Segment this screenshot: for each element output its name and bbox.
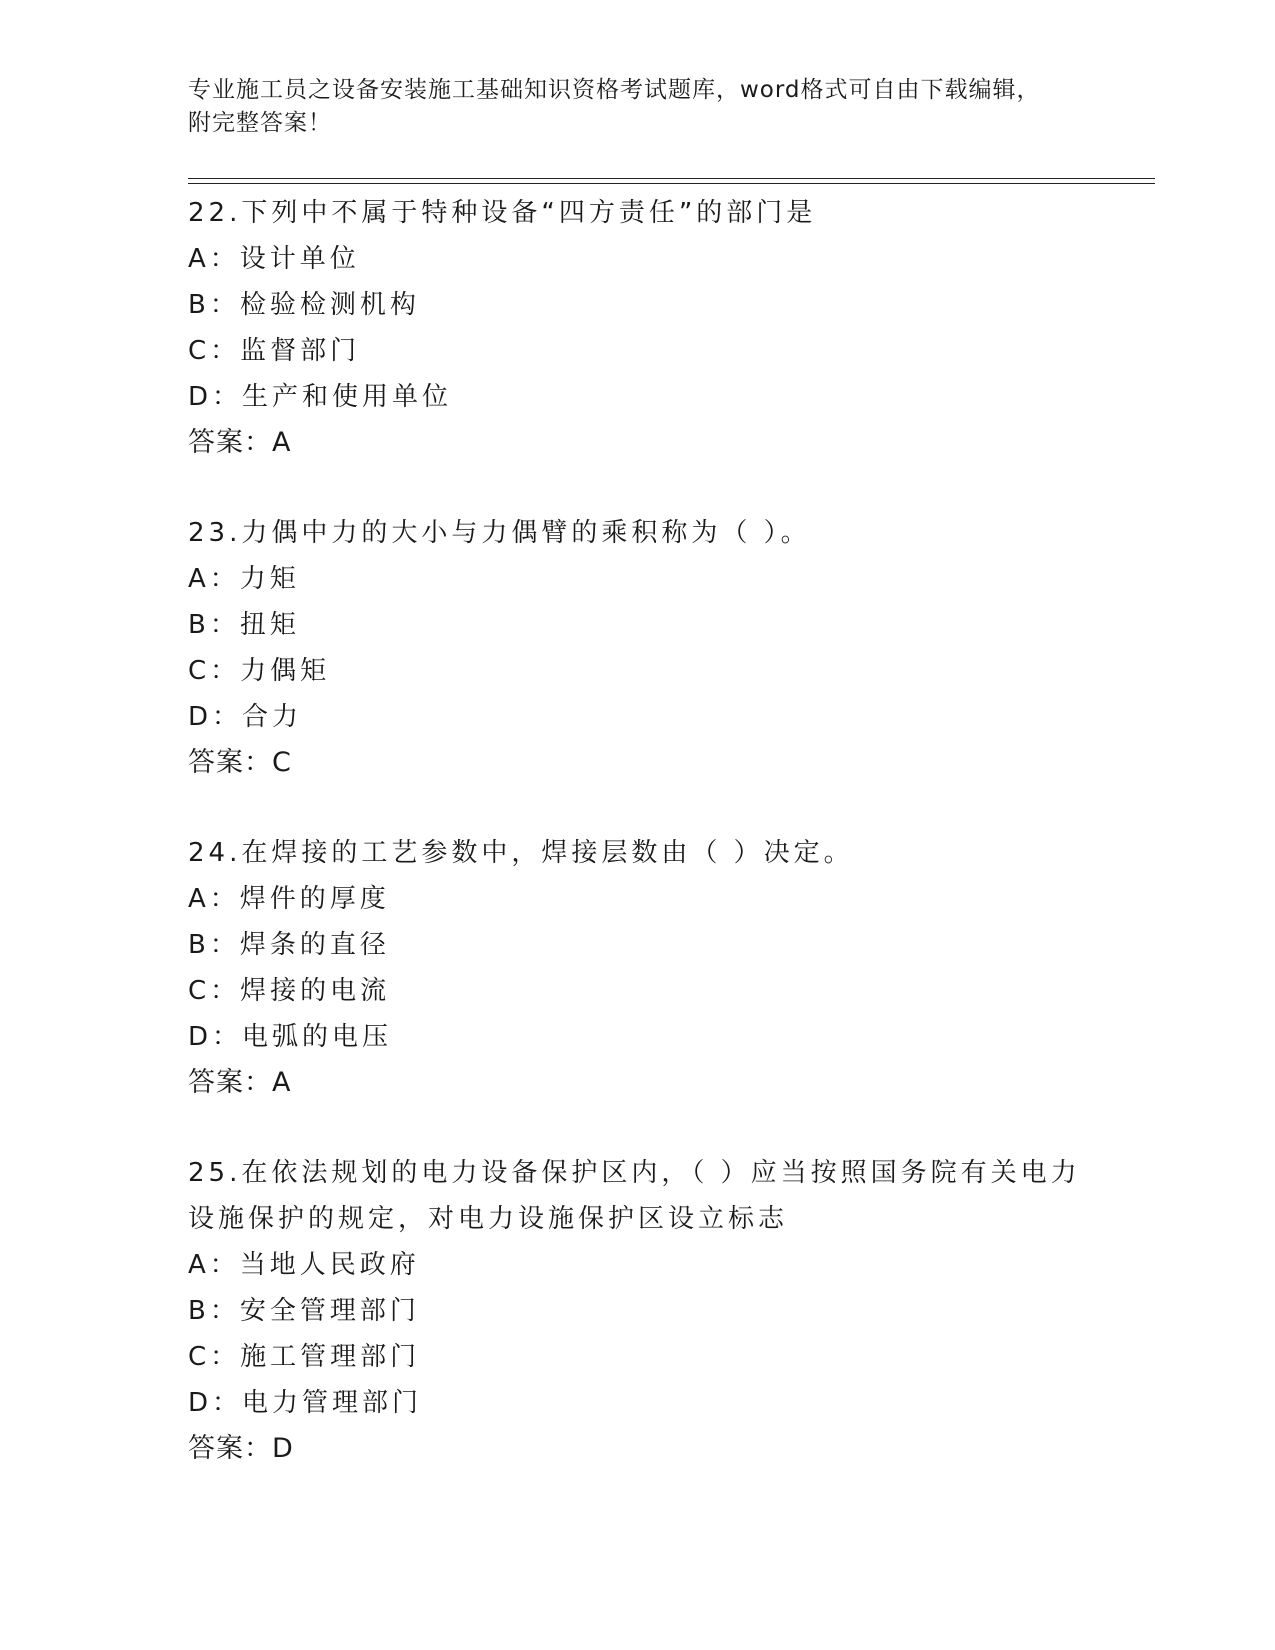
answer-line: 答案：D [188,1433,294,1464]
option-a: A：焊件的厚度 [188,884,390,914]
question-23 [188,510,1088,786]
option-c: C：施工管理部门 [188,1342,421,1372]
answer-line: 答案：A [188,1067,292,1098]
answer-line: 答案：A [188,427,292,458]
question-stem: 24.在焊接的工艺参数中，焊接层数由（ ）决定。 [188,838,854,868]
option-a: A：力矩 [188,564,300,594]
option-b: B：检验检测机构 [188,290,420,320]
option-b: B：安全管理部门 [188,1296,420,1326]
question-stem: 22.下列中不属于特种设备“四方责任”的部门是 [188,198,817,228]
question-stem: 25.在依法规划的电力设备保护区内，（ ）应当按照国务院有关电力 [188,1158,1081,1188]
question-25 [188,1150,1088,1472]
option-d: D：合力 [188,702,303,732]
option-c: C：监督部门 [188,336,361,366]
question-24 [188,830,1088,1106]
header-divider-top [188,178,1155,179]
header-line-2: 附完整答案！ [188,110,332,136]
option-d: D：电弧的电压 [188,1022,393,1052]
option-d: D：生产和使用单位 [188,382,453,412]
option-b: B：焊条的直径 [188,930,390,960]
question-22 [188,190,1088,466]
answer-line: 答案：C [188,747,292,778]
header-divider-bottom [188,183,1155,184]
question-list [188,190,1088,1516]
option-c: C：力偶矩 [188,656,331,686]
question-stem: 23.力偶中力的大小与力偶臂的乘积称为（ ）。 [188,518,811,548]
option-a: A：设计单位 [188,244,360,274]
option-a: A：当地人民政府 [188,1250,420,1280]
option-b: B：扭矩 [188,610,300,640]
document-header [188,74,1088,140]
question-stem-continued: 设施保护的规定，对电力设施保护区设立标志 [188,1204,789,1234]
option-c: C：焊接的电流 [188,976,391,1006]
option-d: D：电力管理部门 [188,1388,423,1418]
header-line-1: 专业施工员之设备安装施工基础知识资格考试题库，word格式可自由下载编辑， [188,77,1041,103]
